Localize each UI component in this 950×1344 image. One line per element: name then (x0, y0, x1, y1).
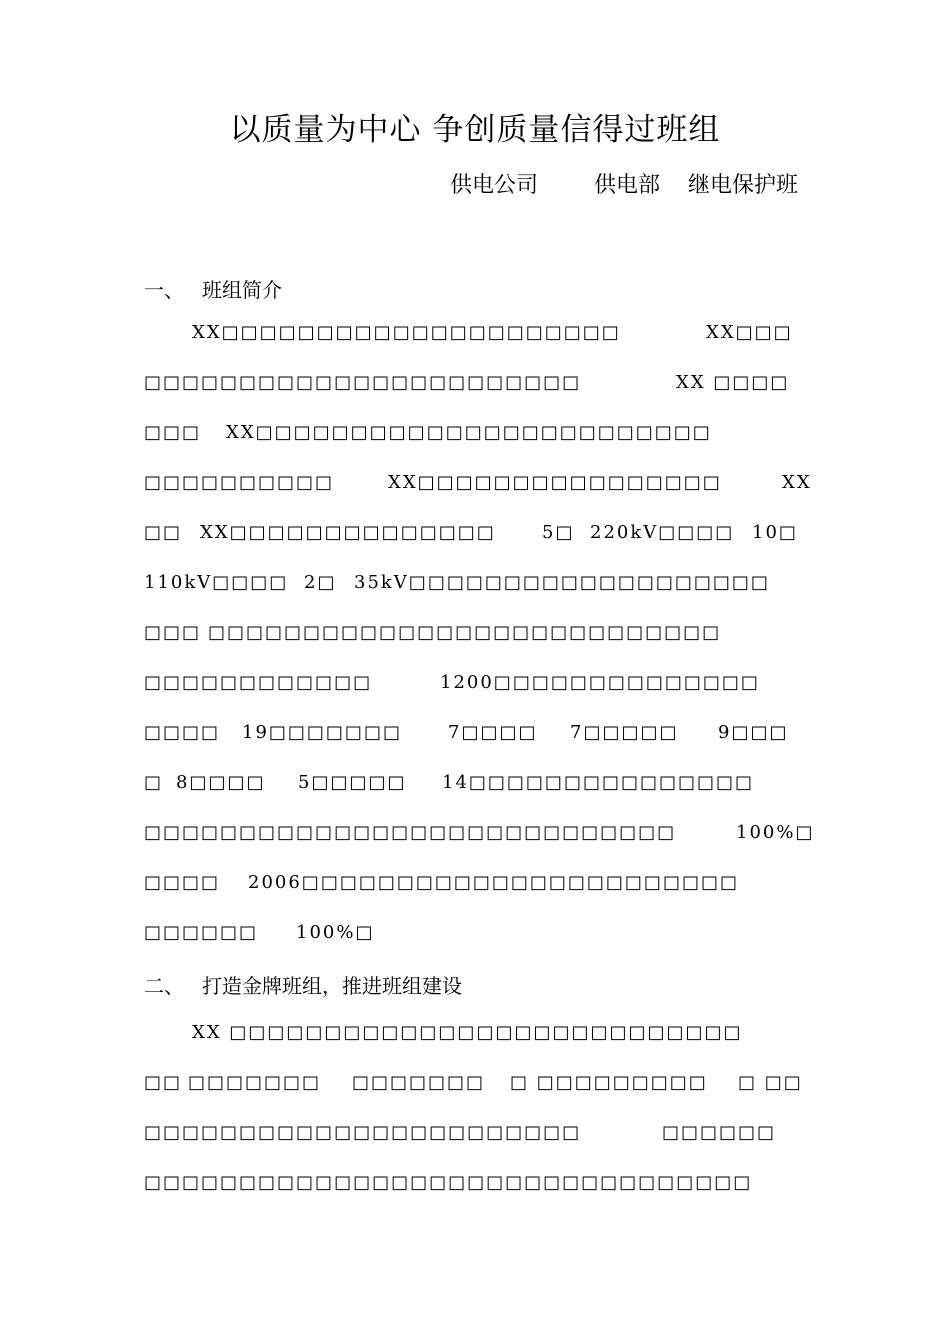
text-segment: □□□□□□□□□□□□□□□□□□□□□□□□□□□□□□□□ (144, 1172, 753, 1193)
text-segment: □□□□□□□ (352, 1072, 486, 1093)
section-heading-2 (144, 970, 462, 999)
text-segment: 19□□□□□□□ (242, 722, 402, 743)
document-title: 以质量为中心 争创质量信得过班组 (229, 112, 721, 148)
text-segment: XX□□□□□□□□□□□□□□ (200, 522, 496, 543)
text-segment: 35kV□□□□□□□□□□□□□□□□□□□ (354, 572, 770, 593)
text-segment: □ □□ (738, 1072, 803, 1093)
paragraph-line (0, 822, 950, 846)
text-segment: 220kV□□□□ (590, 522, 735, 543)
paragraph-line (0, 1122, 950, 1146)
paragraph-line (0, 522, 950, 546)
text-segment: □□□ (144, 422, 202, 443)
paragraph-line (0, 1072, 950, 1096)
paragraph-line (0, 422, 950, 446)
text-segment: 10□ (752, 522, 798, 543)
text-segment: □□□□□□□□□□□□ (144, 672, 373, 693)
text-segment: □□□□□□□□□□□□□□□□□□□□□□□□□□□□ (144, 822, 677, 843)
text-segment: □□□ (144, 622, 202, 643)
section-heading-1 (144, 274, 282, 303)
section-number-2: 二、 (144, 974, 184, 998)
text-segment: □□□□□□□□□□□□□□□□□□□□□□□□□□□ (208, 622, 722, 643)
text-segment: □□□□ (144, 872, 221, 893)
paragraph-line (0, 1022, 950, 1046)
section-title-2: 打造金牌班组，推进班组建设 (202, 974, 462, 998)
text-segment: XX□□□□□□□□□□□□□□□□ (388, 472, 722, 493)
text-segment: □□□□□□ (662, 1122, 777, 1143)
byline-department: 供电部 (594, 173, 661, 198)
text-segment: □□□□□□□ (188, 1072, 322, 1093)
text-segment: 2□ (304, 572, 337, 593)
text-segment: 9□□□ (718, 722, 789, 743)
byline-team: 继电保护班 (688, 173, 799, 198)
text-segment: □ (144, 772, 164, 793)
text-segment: □□ (144, 522, 183, 543)
text-segment: □□□□□□□□□□□□□□□□□□□□□□□ (144, 372, 582, 393)
document-byline (450, 168, 798, 199)
text-segment: 1200□□□□□□□□□□□□□□ (440, 672, 760, 693)
paragraph-line (0, 672, 950, 696)
paragraph-line (0, 372, 950, 396)
text-segment: 100%□ (296, 922, 375, 943)
paragraph-line (0, 322, 950, 346)
paragraph-line (0, 722, 950, 746)
text-segment: 14□□□□□□□□□□□□□□□ (442, 772, 755, 793)
text-segment: □ □□□□□□□□□ (510, 1072, 708, 1093)
paragraph-line (0, 772, 950, 796)
paragraph-line (0, 922, 950, 946)
text-segment: 100%□ (736, 822, 815, 843)
text-segment: XX (782, 472, 812, 493)
paragraph-line (0, 472, 950, 496)
text-segment: □□ (144, 1072, 183, 1093)
text-segment: 5□ (542, 522, 575, 543)
text-segment: 8□□□□ (176, 772, 266, 793)
text-segment: XX□□□□□□□□□□□□□□□□□□□□□□□□ (226, 422, 712, 443)
text-segment: □□□□□□□□□□□□□□□□□□□□□□□ (144, 1122, 582, 1143)
text-segment: 110kV□□□□ (144, 572, 289, 593)
text-segment: 7□□□□□ (570, 722, 679, 743)
text-segment: XX □□□□□□□□□□□□□□□□□□□□□□□□□□□ (192, 1022, 743, 1043)
section-title-1: 班组简介 (202, 278, 282, 302)
text-segment: 2006□□□□□□□□□□□□□□□□□□□□□□□ (248, 872, 739, 893)
text-segment: □□□□ (144, 722, 221, 743)
text-segment: □□□□□□ (144, 922, 259, 943)
byline-company: 供电公司 (450, 173, 539, 198)
paragraph-line (0, 572, 950, 596)
text-segment: 5□□□□□ (298, 772, 407, 793)
section-number-1: 一、 (144, 278, 184, 302)
text-segment: XX□□□ (706, 322, 793, 343)
text-segment: 7□□□□ (448, 722, 538, 743)
text-segment: XX □□□□ (676, 372, 790, 393)
text-segment: □□□□□□□□□□ (144, 472, 335, 493)
paragraph-line (0, 1172, 950, 1196)
paragraph-line (0, 872, 950, 896)
paragraph-line (0, 622, 950, 646)
text-segment: XX□□□□□□□□□□□□□□□□□□□□□ (192, 322, 621, 343)
